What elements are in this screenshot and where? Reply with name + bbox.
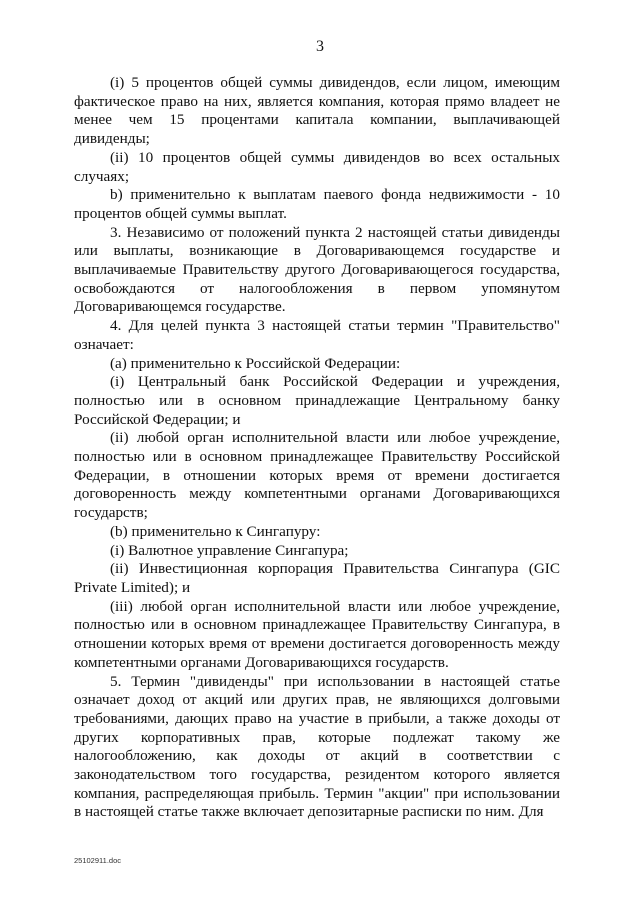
paragraph-a-ii-executive-body: (ii) любой орган исполнительной власти или любое учреждение, полностью или в основном принадлежащее Правительству Российской Федерации, в отношении которых время от времени достигается договоренность между компетентными органами Договаривающихся государств; (74, 429, 560, 522)
footer-file-code: 25102911.doc (74, 856, 121, 865)
paragraph-b-iii-executive-body: (iii) любой орган исполнительной власти или любое учреждение, полностью или в основном принадлежащее Правительству Сингапура, в отношении которых время от времени достигается договоренность между компетентными органами Договаривающихся государств. (74, 597, 560, 671)
document-body (74, 74, 560, 822)
paragraph-5-dividends-definition: 5. Термин "дивиденды" при использовании в настоящей статье означает доход от акций или других прав, не являющихся долговыми требованиями, дающих право на участие в прибыли, а также доходы от других корпоративных прав, которые подлежат такому же налогообложению, как доходы от акций в соответствии с законодательством того государства, резидентом которого является компания, распределяющая прибыль. Термин "акции" при использовании в настоящей статье также включает депозитарные расписки по ним. Для (74, 672, 560, 821)
paragraph-b-ii-gic: (ii) Инвестиционная корпорация Правительства Сингапура (GIC Private Limited); и (74, 560, 560, 596)
paragraph-4-government-definition: 4. Для целей пункта 3 настоящей статьи термин "Правительство" означает: (74, 317, 560, 353)
page-number: 3 (316, 38, 324, 55)
paragraph-3-exemption: 3. Независимо от положений пункта 2 настоящей статьи дивиденды или выплаты, возникающие в Договаривающемся государстве и выплачиваемые Правительству другого Договаривающегося государства, освобождаются от налогообложения в первом упомянутом Договаривающемся государстве. (74, 223, 560, 316)
paragraph-ii-10-percent: (ii) 10 процентов общей суммы дивидендов во всех остальных случаях; (74, 148, 560, 185)
paragraph-a-i-central-bank: (i) Центральный банк Российской Федерации и учреждения, полностью или в основном принадлежащие Центральному банку Российской Федерации; и (74, 373, 560, 428)
paragraph-b-real-estate-fund: b) применительно к выплатам паевого фонда недвижимости - 10 процентов общей суммы выплат. (74, 186, 560, 222)
paragraph-i-5-percent: (i) 5 процентов общей суммы дивидендов, если лицом, имеющим фактическое право на них, является компания, которая прямо владеет не менее чем 15 процентами капитала компании, выплачивающей дивиденды; (74, 74, 560, 148)
paragraph-a-russia: (a) применительно к Российской Федерации: (110, 354, 401, 372)
paragraph-b-i-monetary-authority: (i) Валютное управление Сингапура; (110, 541, 349, 559)
paragraph-b-singapore: (b) применительно к Сингапуру: (110, 522, 321, 540)
